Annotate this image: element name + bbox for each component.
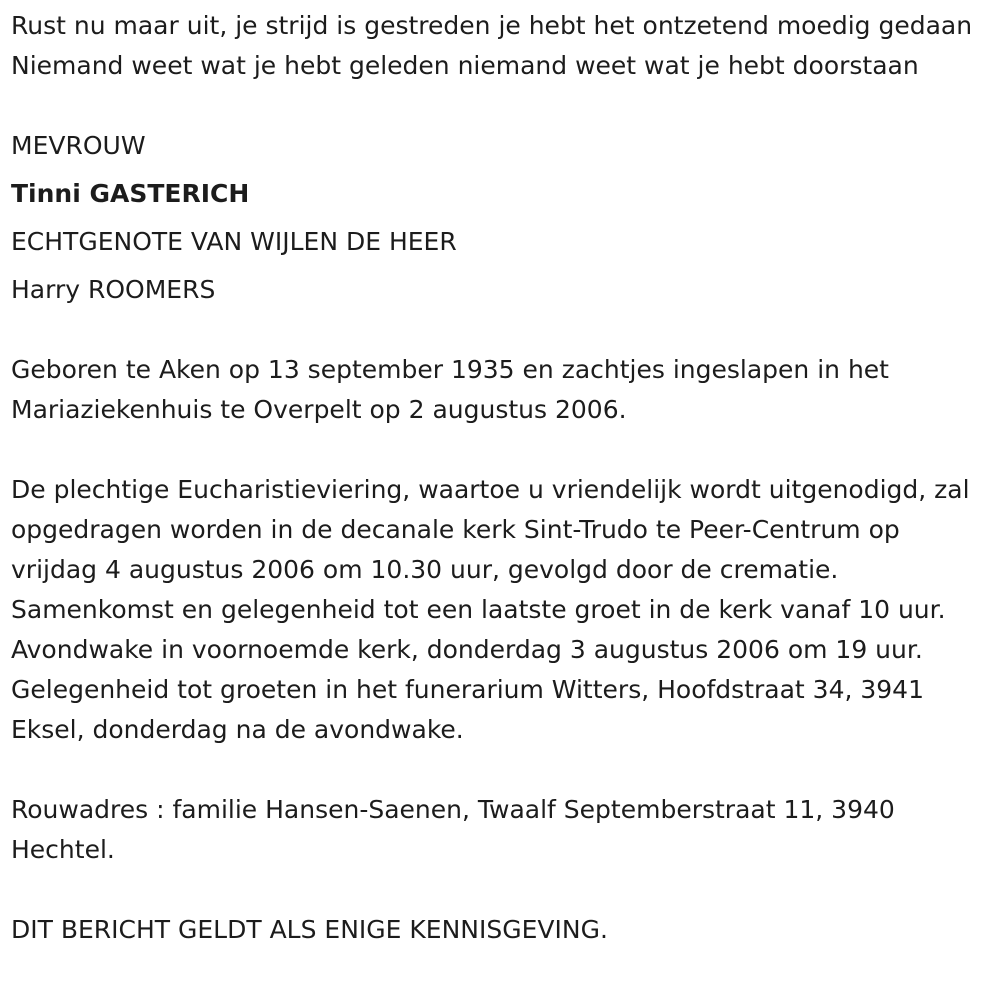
- closing-text: DIT BERICHT GELDT ALS ENIGE KENNISGEVING.: [11, 915, 608, 944]
- honorific: MEVROUW: [11, 131, 146, 160]
- spacer: [11, 750, 986, 790]
- ceremony-text: De plechtige Eucharistieviering, waartoe u vriendelijk wordt uitgenodigd, zal opgedragen worden in de decanale kerk Sint-Trudo te Peer-Centrum op vrijdag 4 augustus 2006 om 10.30 uur, gevolgd door de crematie. Samenkomst en gelegenheid tot een laatste groet in de kerk vanaf 10 uur. Avondwake in voornoemde kerk, donderdag 3 augustus 2006 om 19 uur. Gelegenheid tot groeten in het funerarium Witters, Hoofdstraat 34, 3941 Eksel, donderdag na de avondwake.: [11, 475, 970, 744]
- deceased-name: Tinni GASTERICH: [11, 179, 250, 208]
- relation-text: ECHTGENOTE VAN WIJLEN DE HEER: [11, 227, 457, 256]
- spacer: [11, 86, 986, 126]
- birth-death-text: Geboren te Aken op 13 september 1935 en zachtjes ingeslapen in het Mariaziekenhuis te Overpelt op 2 augustus 2006.: [11, 355, 889, 424]
- mourning-address: Rouwadres : familie Hansen-Saenen, Twaalf Septemberstraat 11, 3940 Hechtel.: [11, 795, 895, 864]
- spouse-name: Harry ROOMERS: [11, 275, 216, 304]
- spacer: [11, 870, 986, 910]
- poem-text: Rust nu maar uit, je strijd is gestreden je hebt het ontzetend moedig gedaan Niemand weet wat je hebt geleden niemand weet wat je hebt doorstaan: [11, 11, 973, 80]
- spacer: [11, 310, 986, 350]
- spacer: [11, 430, 986, 470]
